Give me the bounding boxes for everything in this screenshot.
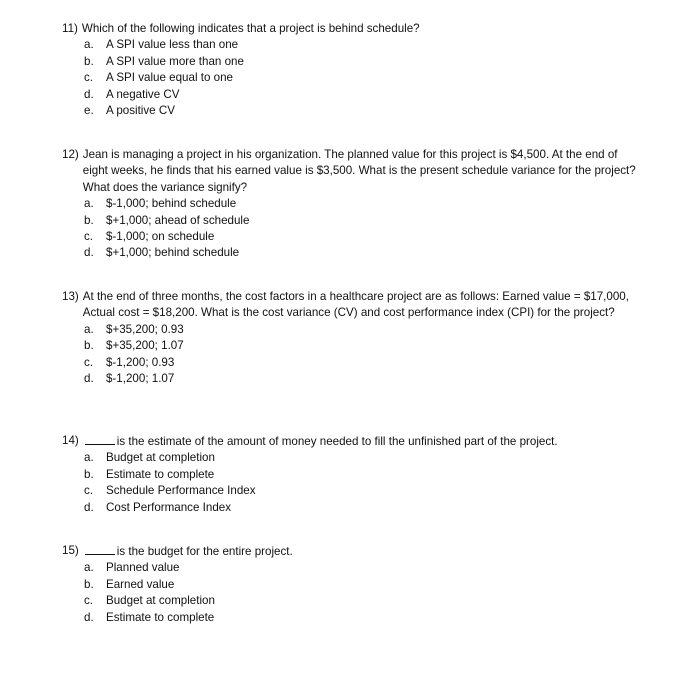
option-text: $+1,000; behind schedule bbox=[106, 246, 240, 260]
option-list bbox=[62, 37, 642, 119]
question-11 bbox=[62, 21, 642, 119]
question-number: 11) bbox=[62, 22, 78, 35]
question-text: is the estimate of the amount of money needed to fill the unfinished part of the project. bbox=[116, 435, 558, 448]
option-letter: b. bbox=[84, 213, 94, 227]
question-stem bbox=[62, 433, 642, 450]
option-letter: a. bbox=[84, 197, 94, 211]
option-letter: a. bbox=[84, 451, 94, 465]
option-letter: a. bbox=[84, 38, 94, 52]
question-stem bbox=[62, 543, 642, 560]
question-text-wrapper bbox=[79, 543, 642, 560]
option-letter: b. bbox=[84, 467, 94, 481]
option-letter: d. bbox=[84, 372, 94, 386]
question-text: is the budget for the entire project. bbox=[116, 545, 293, 558]
question-number: 12) bbox=[62, 148, 79, 161]
question-12 bbox=[62, 147, 642, 262]
question-text: At the end of three months, the cost factors in a healthcare project are as follows: Earned value = $17,000, Actual cost = $18,200. What is the cost variance (CV) and cost performance index (CPI) for the project? bbox=[82, 290, 629, 320]
option-text: Estimate to complete bbox=[106, 610, 215, 624]
option-letter: b. bbox=[84, 577, 94, 591]
question-stem bbox=[62, 21, 642, 37]
option-letter: c. bbox=[84, 230, 94, 244]
option-item[interactable] bbox=[62, 500, 642, 516]
option-letter: c. bbox=[84, 71, 94, 85]
option-item[interactable] bbox=[62, 245, 642, 261]
option-letter: a. bbox=[84, 561, 94, 575]
option-text: A SPI value equal to one bbox=[106, 71, 233, 85]
option-text: $+35,200; 0.93 bbox=[106, 322, 184, 336]
option-list bbox=[62, 196, 642, 262]
option-item[interactable] bbox=[62, 54, 642, 70]
option-letter: a. bbox=[84, 322, 94, 336]
option-text: $-1,000; behind schedule bbox=[106, 197, 237, 211]
option-text: Schedule Performance Index bbox=[106, 484, 256, 498]
option-item[interactable] bbox=[62, 371, 642, 387]
option-item[interactable] bbox=[62, 355, 642, 371]
question-text-wrapper bbox=[79, 433, 642, 450]
question-13 bbox=[62, 289, 642, 387]
option-text: A SPI value less than one bbox=[106, 38, 239, 52]
option-item[interactable] bbox=[62, 87, 642, 103]
option-item[interactable] bbox=[62, 610, 642, 626]
question-number: 13) bbox=[62, 290, 79, 303]
option-letter: b. bbox=[84, 339, 94, 353]
option-text: $-1,000; on schedule bbox=[106, 230, 215, 244]
option-text: $+35,200; 1.07 bbox=[106, 339, 184, 353]
question-number: 15) bbox=[62, 544, 79, 557]
question-text: Which of the following indicates that a project is behind schedule? bbox=[81, 22, 420, 35]
option-text: A negative CV bbox=[106, 87, 180, 101]
question-15 bbox=[62, 543, 642, 626]
option-letter: e. bbox=[84, 104, 94, 118]
option-letter: d. bbox=[84, 500, 94, 514]
option-letter: c. bbox=[84, 484, 94, 498]
option-list bbox=[62, 560, 642, 626]
option-text: Estimate to complete bbox=[106, 467, 215, 481]
option-letter: c. bbox=[84, 594, 94, 608]
option-item[interactable] bbox=[62, 338, 642, 354]
option-text: Budget at completion bbox=[106, 451, 215, 465]
option-text: Cost Performance Index bbox=[106, 500, 232, 514]
option-item[interactable] bbox=[62, 450, 642, 466]
question-stem bbox=[62, 147, 642, 196]
option-item[interactable] bbox=[62, 103, 642, 119]
option-list bbox=[62, 450, 642, 516]
option-item[interactable] bbox=[62, 593, 642, 609]
option-letter: c. bbox=[84, 355, 94, 369]
option-text: A SPI value more than one bbox=[106, 54, 244, 68]
option-text: Budget at completion bbox=[106, 594, 215, 608]
option-text: Planned value bbox=[106, 561, 180, 575]
option-letter: d. bbox=[84, 246, 94, 260]
option-item[interactable] bbox=[62, 37, 642, 53]
option-item[interactable] bbox=[62, 467, 642, 483]
option-item[interactable] bbox=[62, 483, 642, 499]
question-number: 14) bbox=[62, 434, 79, 447]
option-item[interactable] bbox=[62, 213, 642, 229]
option-letter: d. bbox=[84, 610, 94, 624]
option-item[interactable] bbox=[62, 196, 642, 212]
question-14 bbox=[62, 433, 642, 516]
option-list bbox=[62, 322, 642, 388]
option-text: Earned value bbox=[106, 577, 175, 591]
question-stem bbox=[62, 289, 642, 322]
option-text: $-1,200; 1.07 bbox=[106, 372, 175, 386]
question-text: Jean is managing a project in his organization. The planned value for this project is $4,500. At the end of eight weeks, he finds that his earned value is $3,500. What is the present schedule variance for the project? What does the variance signify? bbox=[82, 148, 636, 194]
answer-blank[interactable] bbox=[85, 433, 115, 445]
option-item[interactable] bbox=[62, 560, 642, 576]
option-item[interactable] bbox=[62, 229, 642, 245]
option-item[interactable] bbox=[62, 322, 642, 338]
option-letter: d. bbox=[84, 87, 94, 101]
option-letter: b. bbox=[84, 54, 94, 68]
answer-blank[interactable] bbox=[85, 543, 115, 555]
option-text: A positive CV bbox=[106, 104, 175, 118]
option-item[interactable] bbox=[62, 577, 642, 593]
option-text: $-1,200; 0.93 bbox=[106, 355, 175, 369]
option-text: $+1,000; ahead of schedule bbox=[106, 213, 250, 227]
option-item[interactable] bbox=[62, 70, 642, 86]
